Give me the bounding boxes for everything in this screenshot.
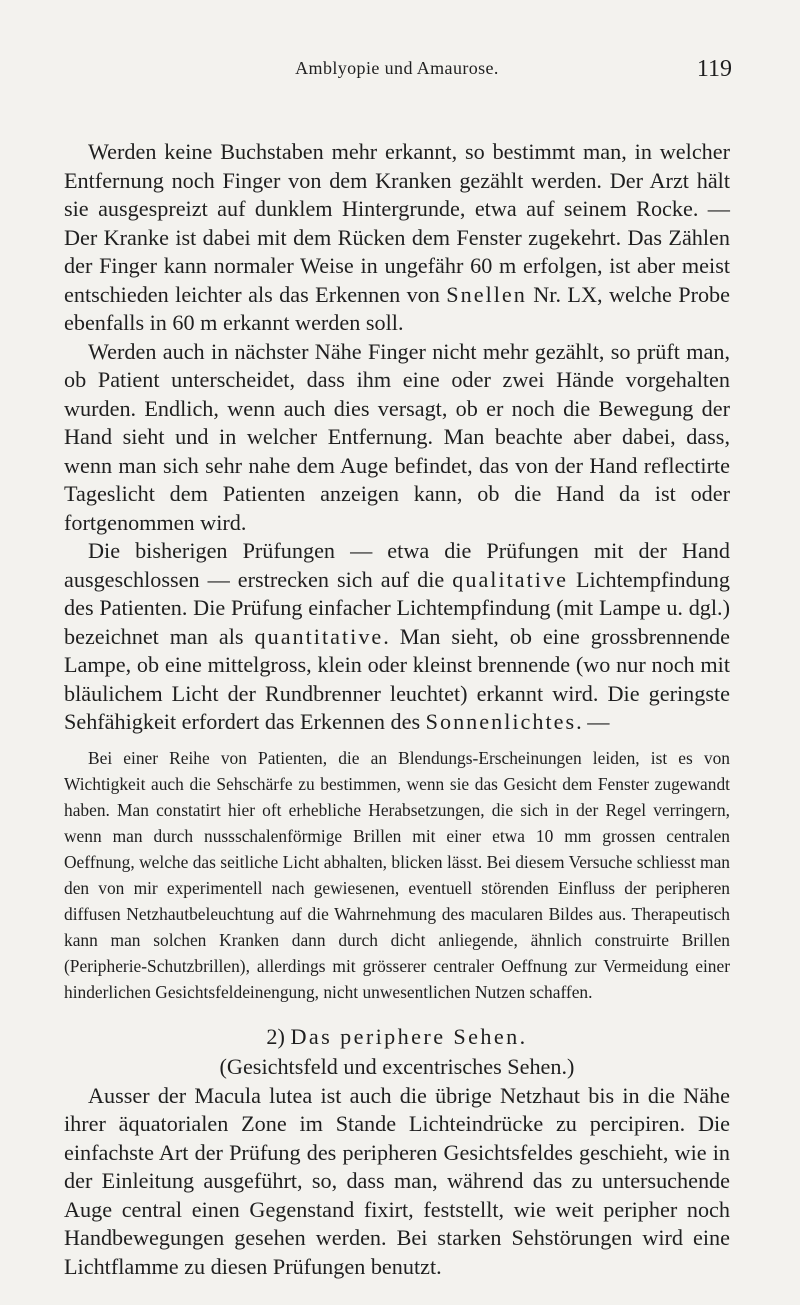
paragraph-text: Nr. LX, welche Probe ebenfalls in 60 m erkannt werden soll.	[64, 281, 730, 335]
section-subtitle: (Gesichtsfeld und excentrisches Sehen.)	[219, 1053, 575, 1079]
section-heading	[64, 1022, 730, 1052]
emphasized-term: Sonnenlichtes	[425, 709, 577, 734]
section-title: Das periphere Sehen.	[290, 1023, 528, 1049]
small-print-note: Bei einer Reihe von Patienten, die an Blendungs-Erscheinungen leiden, ist es von Wichtigkeit auch die Sehschärfe zu bestimmen, wenn sie das Gesicht dem Fenster zugewandt haben. Man constatirt hier oft erhebliche Herabsetzungen, die sich in der Regel verringern, wenn man durch nussschalenförmige Brillen mit einer etwa 10 mm grossen centralen Oeffnung, welche das seitliche Licht abhalten, blicken lässt. Bei diesem Versuche schliesst man den von mir experimentell nach gewiesenen, eventuell störenden Einfluss der peripheren diffusen Netzhautbeleuchtung auf die Wahrnehmung des macularen Bildes aus. Therapeutisch kann man solchen Kranken dann durch dicht anliegende, ähnlich construirte Brillen (Peripherie-Schutzbrillen), allerdings mit grösserer centraler Oeffnung zur Vermeidung einer hinderlichen Gesichtsfeldeinengung, nicht unwesentlichen Nutzen schaffen.	[64, 747, 730, 1002]
emphasized-name: Snellen	[446, 281, 527, 307]
paragraph-peripheral-vision: Ausser der Macula lutea ist auch die übrige Netzhaut bis in die Nähe ihrer äquatorialen Zone im Stande Lichteindrücke zu percipiren. Die einfachste Art der Prüfung des peripheren Gesichtsfeldes geschieht, wie in der Einleitung ausgeführt, so, dass man, während das zu untersuchende Auge central einen Gegenstand fixirt, feststellt, wie weit peripher noch Handbewegungen gesehen werden. Bei starken Sehstörungen wird eine Lichtflamme zu diesen Prüfungen benutzt.	[64, 1082, 730, 1279]
paragraph-light-perception	[64, 537, 730, 737]
emphasized-term: qualitative	[452, 566, 568, 592]
paragraph-text: . —	[576, 709, 610, 734]
paragraph-hand-movement: Werden auch in nächster Nähe Finger nicht mehr gezählt, so prüft man, ob Patient unterscheidet, dass ihm eine oder zwei Hände vorgehalten wurden. Endlich, wenn auch dies versagt, ob er noch die Bewegung der Hand sieht und in welcher Entfernung. Man beachte aber dabei, dass, wenn man sich sehr nahe dem Auge befindet, das von der Hand reflectirte Tageslicht dem Patienten anzeigen kann, ob die Hand da ist oder fortgenommen wird.	[64, 338, 730, 535]
book-page	[64, 50, 730, 1280]
paragraph-text: Lichtempfindung des Patienten. Die Prüfung einfacher Lichtempfindung (mit Lampe u. dgl.) bezeichnet man als	[64, 566, 730, 649]
paragraph-text: Werden keine Buchstaben mehr erkannt, so bestimmt man, in welcher Entfernung noch Finger von dem Kranken gezählt werden. Der Arzt hält sie ausgespreizt auf dunklem Hintergrunde, etwa auf seinem Rocke. — Der Kranke ist dabei mit dem Rücken dem Fenster zugekehrt. Das Zählen der Finger kann normaler Weise in ungefähr 60 m erfolgen, ist aber meist entschieden leichter als das Erkennen von	[64, 139, 730, 307]
emphasized-term: quantitative	[254, 623, 384, 649]
page-number: 119	[696, 56, 732, 82]
paragraph-text: . Man sieht, ob eine grossbrennende Lampe, ob eine mittelgross, klein oder kleinst brennende (wo nur noch mit bläulichem Licht der Rundbrenner leuchtet) erkannt wird. Die geringste Sehfähigkeit erfordert das Erkennen des	[64, 623, 730, 734]
page-header	[64, 50, 730, 88]
paragraph-text: Die bisherigen Prüfungen — etwa die Prüfungen mit der Hand ausgeschlossen — erstrecken sich auf die	[64, 538, 730, 592]
section-number: 2)	[266, 1023, 285, 1049]
paragraph-finger-counting	[64, 138, 730, 338]
running-title: Amblyopie und Amaurose.	[295, 58, 499, 78]
main-text	[64, 88, 730, 1281]
